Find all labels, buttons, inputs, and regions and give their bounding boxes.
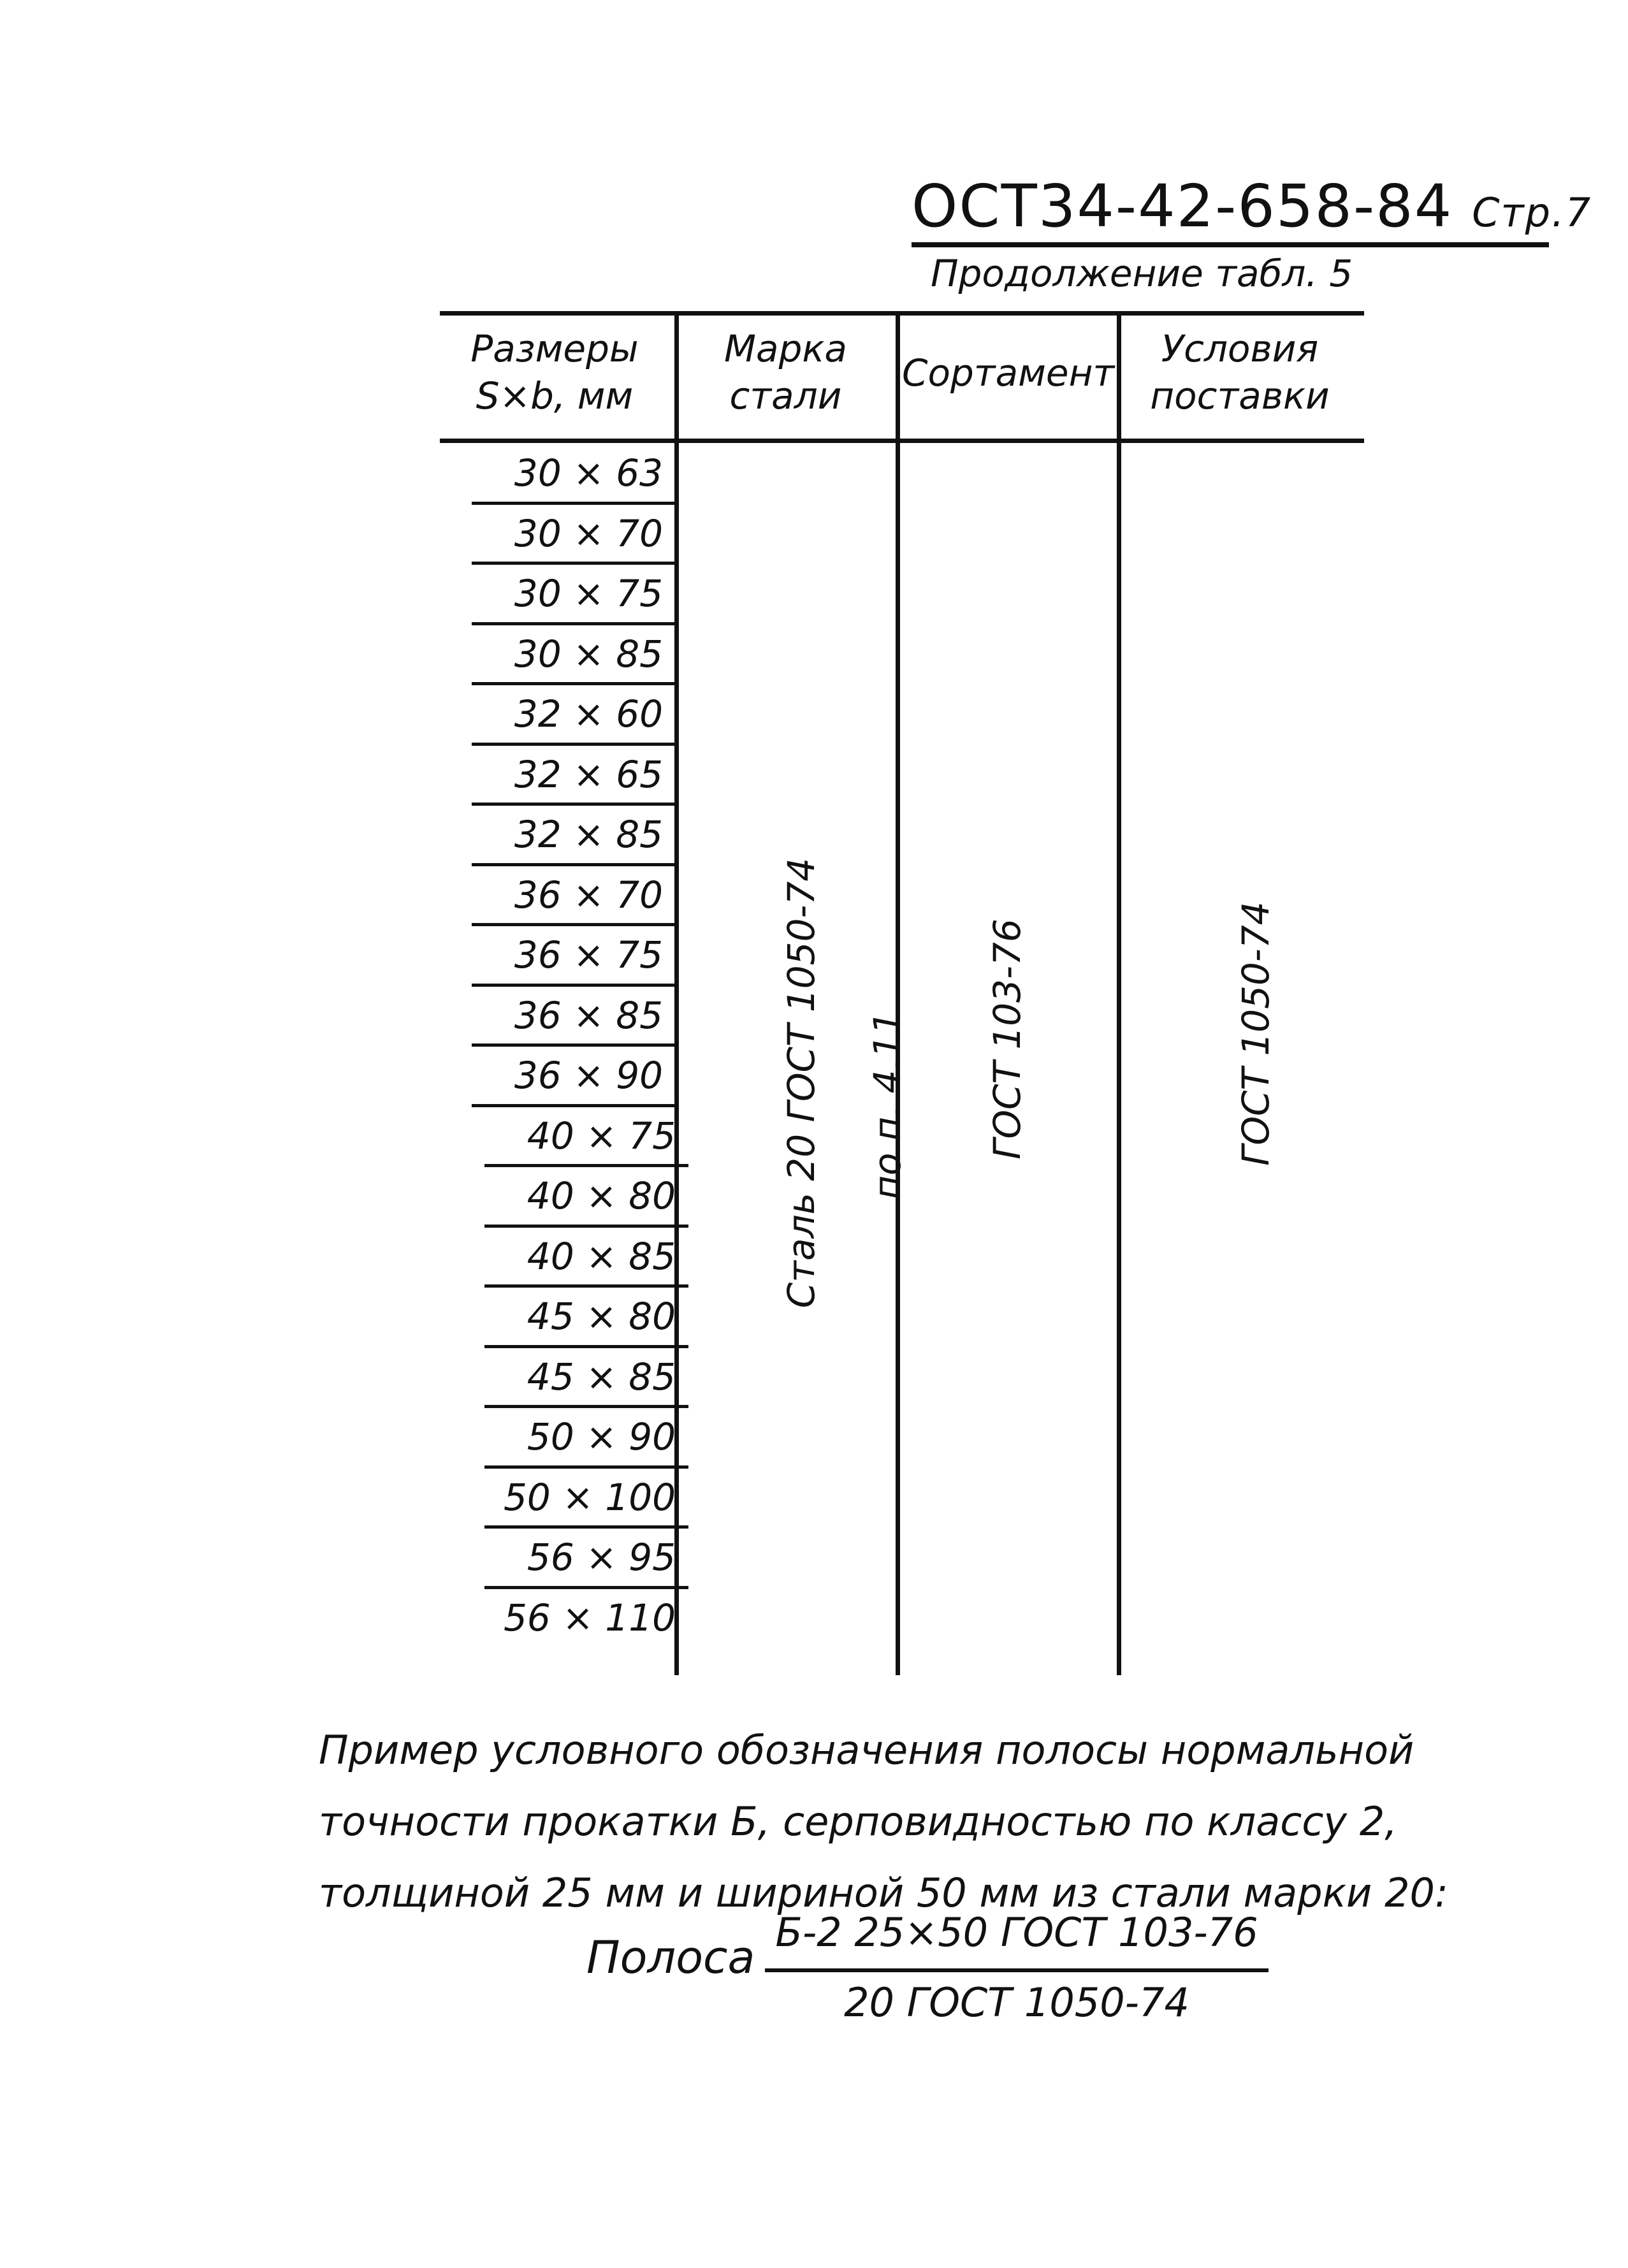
size-cell: 50 × 90 [527, 1415, 676, 1458]
size-cell: 45 × 80 [527, 1295, 676, 1338]
title-rule [912, 242, 1549, 247]
size-cell: 40 × 80 [527, 1174, 676, 1218]
size-cell: 50 × 100 [504, 1475, 676, 1519]
size-cell: 56 × 110 [504, 1596, 676, 1639]
size-cell: 32 × 60 [514, 692, 663, 736]
formula-word: Полоса [586, 1931, 755, 1984]
column-divider-2 [896, 314, 900, 1675]
size-cell: 36 × 90 [514, 1054, 663, 1097]
formula-numerator: Б-2 25×50 ГОСТ 103-76 [775, 1909, 1258, 1956]
column-divider-3 [1117, 314, 1121, 1675]
table-header-rule [440, 439, 1364, 443]
column-header-assortment: Сортамент [902, 351, 1115, 395]
size-cell: 56 × 95 [527, 1536, 676, 1579]
steel-grade-note: по п. 4.11 [866, 1011, 909, 1200]
size-cell: 36 × 75 [514, 933, 663, 977]
size-cell: 40 × 75 [527, 1114, 676, 1158]
delivery-text: ГОСТ 1050-74 [1234, 901, 1277, 1166]
page-number: Стр.7 [1472, 189, 1592, 236]
fraction-bar [765, 1968, 1268, 1972]
continuation-label: Продолжение табл. 5 [931, 252, 1353, 295]
size-cell: 32 × 65 [514, 752, 663, 796]
size-cell: 36 × 85 [514, 993, 663, 1037]
doc-code: ОСТ34-42-658-84 [912, 172, 1453, 240]
column-header-steel: Марка стали [724, 327, 847, 418]
size-cell: 32 × 85 [514, 813, 663, 856]
formula-denominator: 20 ГОСТ 1050-74 [844, 1979, 1189, 2026]
column-header-delivery: Условия поставки [1150, 327, 1330, 418]
assortment-text: ГОСТ 103-76 [985, 919, 1029, 1159]
column-header-size: Размеры S×b, мм [470, 327, 639, 418]
table-top-rule [440, 311, 1364, 316]
designation-example-note: Пример условного обозначения полосы нормальной точности прокатки Б, серповидностью по классу 2, толщиной 25 мм и шириной 50 мм из стали марки 20: [319, 1727, 1448, 1916]
size-cell: 30 × 85 [514, 632, 663, 676]
page-title [912, 172, 1592, 240]
steel-grade-text: Сталь 20 ГОСТ 1050-74 [780, 857, 823, 1309]
size-cell: 40 × 85 [527, 1234, 676, 1278]
size-cell: 30 × 63 [514, 451, 663, 495]
size-cell: 30 × 70 [514, 511, 663, 555]
size-cell: 30 × 75 [514, 572, 663, 615]
size-cell: 36 × 70 [514, 873, 663, 917]
size-cell: 45 × 85 [527, 1355, 676, 1399]
